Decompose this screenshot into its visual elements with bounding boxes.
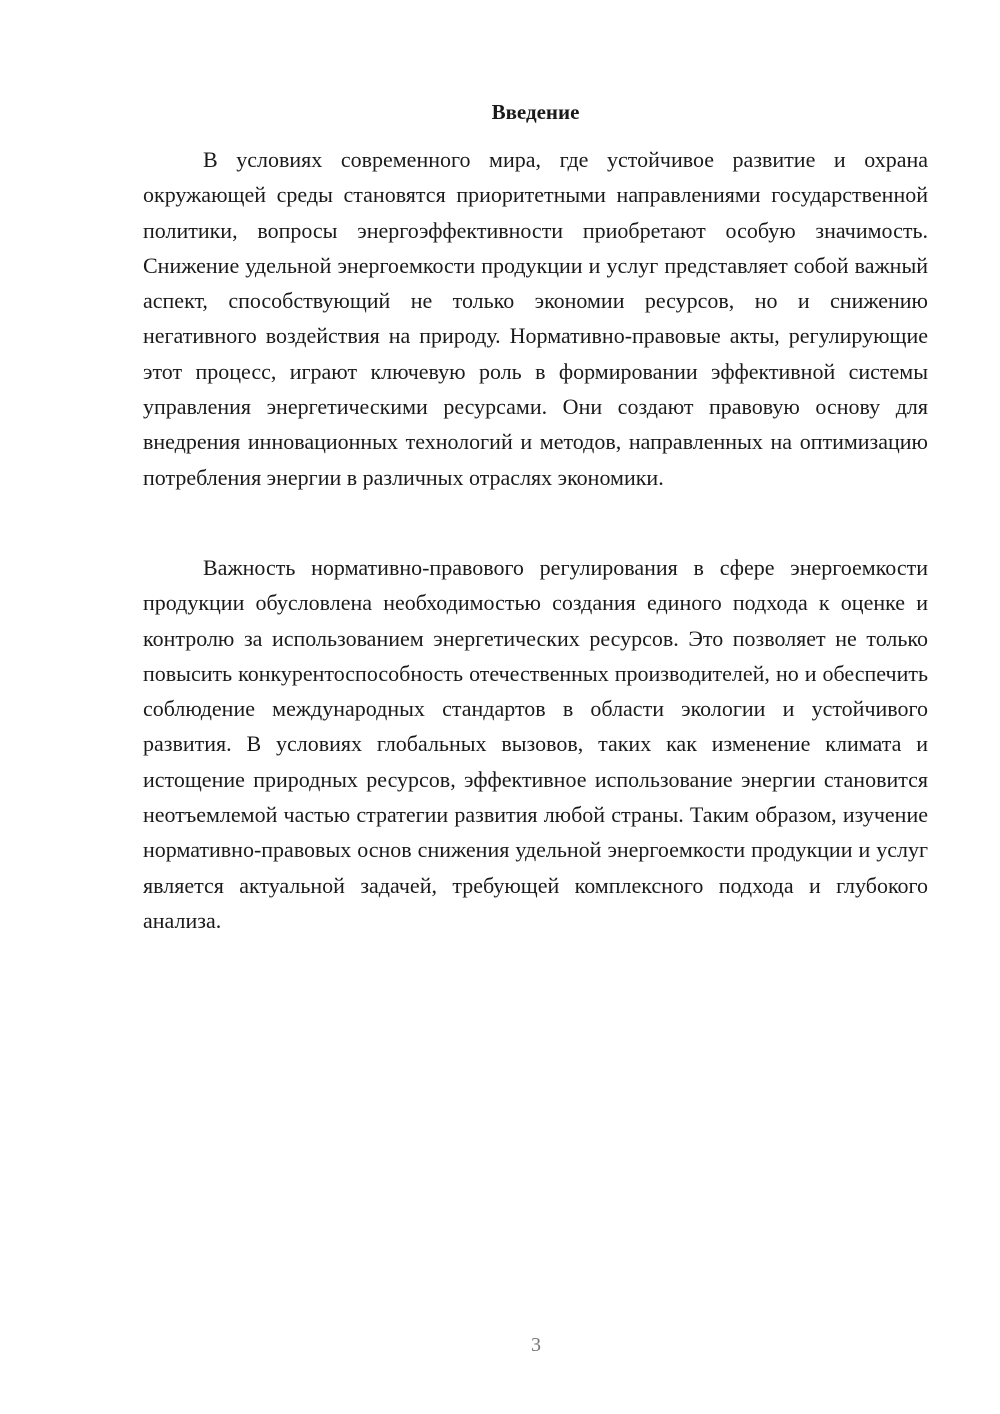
page-number: 3 <box>531 1334 541 1356</box>
paragraph-2: Важность нормативно-правового регулирования в сфере энергоемкости продукции обусловлена необходимостью создания единого подхода к оценке и контролю за использованием энергетических ресурсов. Это позволяет не только повысить конкурентоспособность отечественных производителей, но и обеспечить соблюдение международных стандартов в области экологии и устойчивого развития. В условиях глобальных вызовов, таких как изменение климата и истощение природных ресурсов, эффективное использование энергии становится неотъемлемой частью стратегии развития любой страны. Таким образом, изучение нормативно-правовых основ снижения удельной энергоемкости продукции и услуг является актуальной задачей, требующей комплексного подхода и глубокого анализа. <box>143 555 928 933</box>
paragraph-1: В условиях современного мира, где устойчивое развитие и охрана окружающей среды становятся приоритетными направлениями государственной политики, вопросы энергоэффективности приобретают особую значимость. Снижение удельной энергоемкости продукции и услуг представляет собой важный аспект, способствующий не только экономии ресурсов, но и снижению негативного воздействия на природу. Нормативно-правовые акты, регулирующие этот процесс, играют ключевую роль в формировании эффективной системы управления энергетическими ресурсами. Они создают правовую основу для внедрения инновационных технологий и методов, направленных на оптимизацию потребления энергии в различных отраслях экономики. <box>143 147 928 490</box>
page-title: Введение <box>491 100 580 124</box>
